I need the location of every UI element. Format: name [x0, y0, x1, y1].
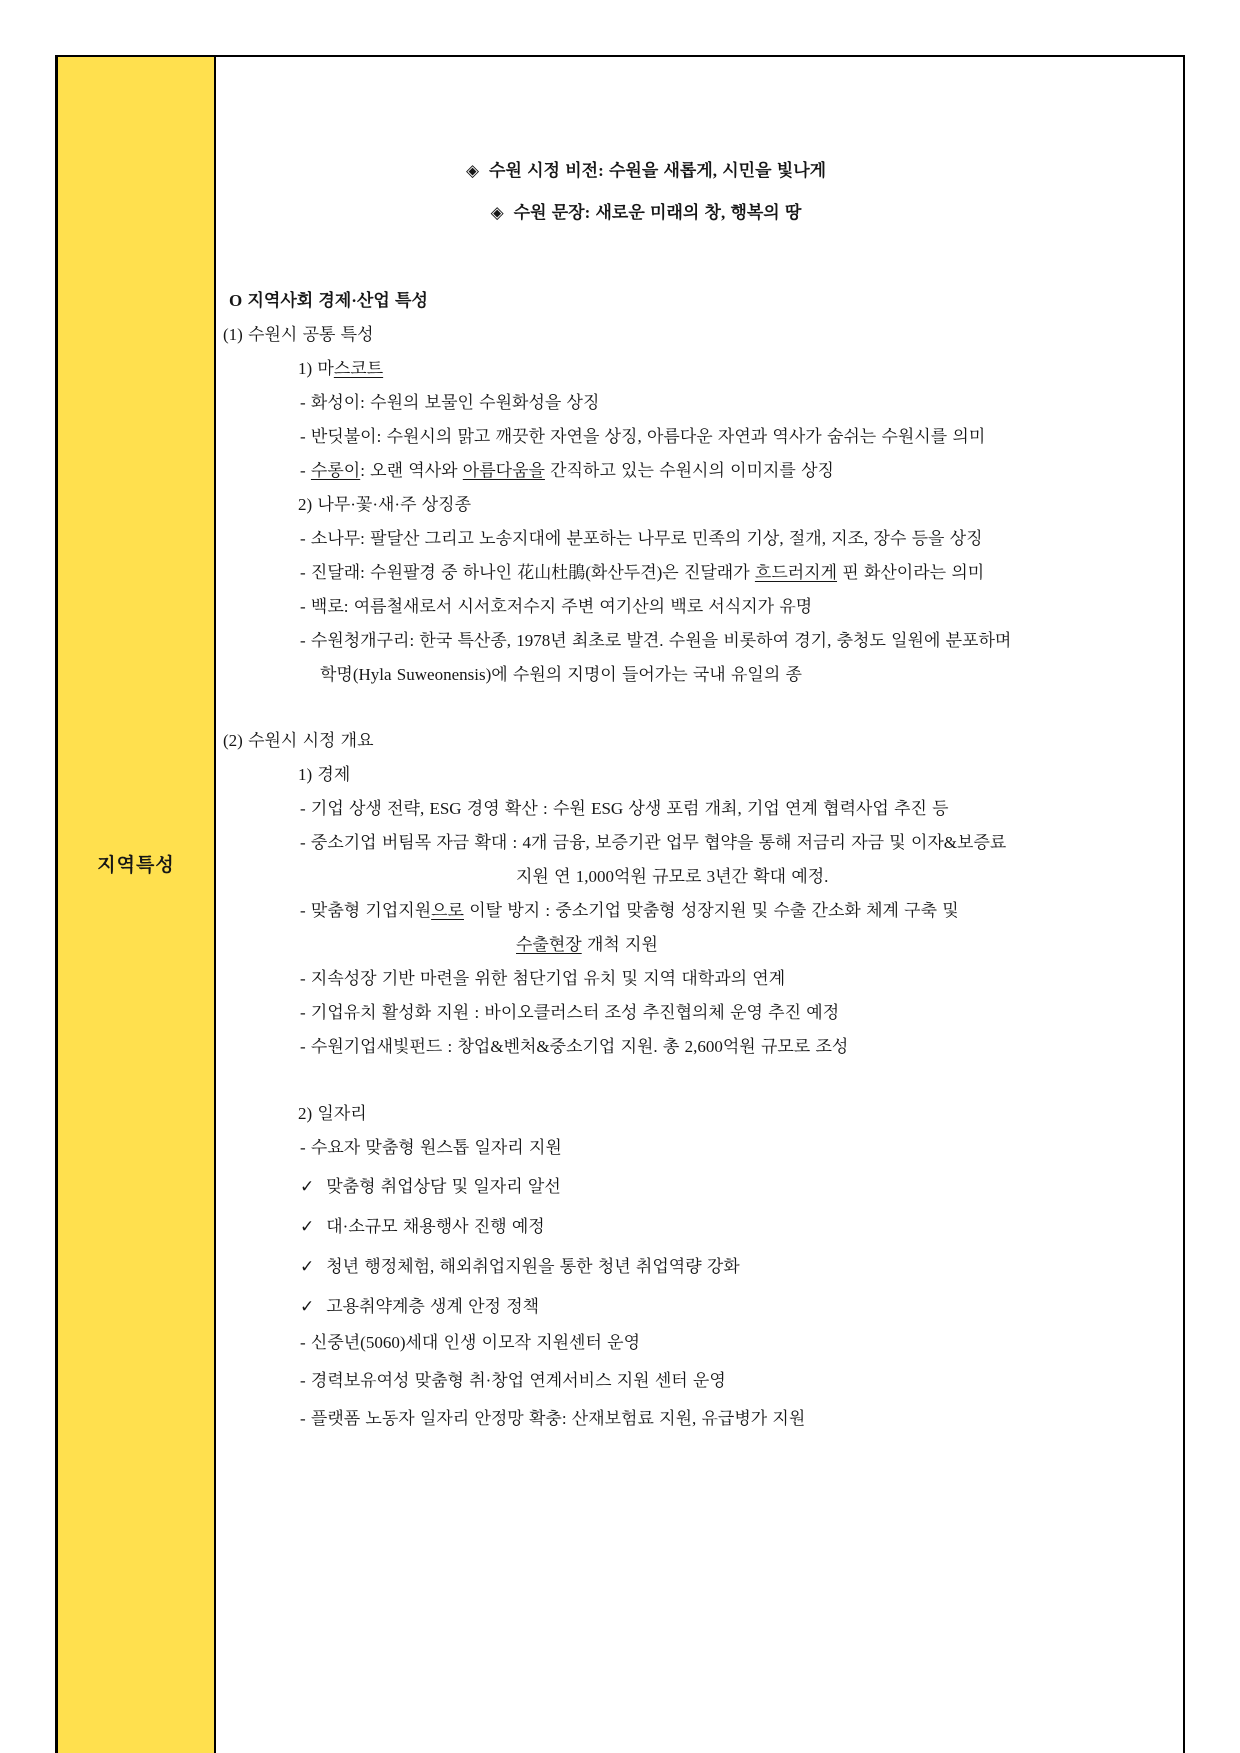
- text-run: 개척 지원: [581, 935, 658, 954]
- dash-item: [216, 1131, 1165, 1165]
- text-run: - 수요자 맞춤형 원스톱 일자리 지원: [300, 1138, 562, 1157]
- numbered-item: [216, 758, 1165, 792]
- text-run: (1) 수원시 공통 특성: [223, 325, 374, 344]
- text-run: 대·소규모 채용행사 진행 예정: [326, 1217, 545, 1236]
- text-run: - 화성이: 수원의 보물인 수원화성을 상징: [300, 393, 600, 412]
- check-item: [216, 1250, 1165, 1284]
- text-run: : 오랜 역사와: [360, 461, 463, 480]
- text-run: - 맞춤형 기업지원: [300, 901, 432, 920]
- text-run: 수원 시정 비전: 수원을 새롭게, 시민을 빛나게: [489, 161, 827, 180]
- text-run: 핀 화산이라는 의미: [837, 563, 985, 582]
- text-run: 1) 경제: [298, 765, 351, 784]
- text-run: (2) 수원시 시정 개요: [223, 731, 374, 750]
- dash-item: [216, 996, 1165, 1030]
- dash-item: [216, 962, 1165, 996]
- text-run: -: [300, 461, 311, 480]
- text-run: 흐드러지게: [754, 563, 838, 582]
- subsection-heading: [216, 724, 1165, 758]
- dash-item: [216, 894, 1165, 928]
- dash-item: [216, 556, 1165, 590]
- dash-item: [216, 386, 1165, 420]
- text-run: 아름다움을: [462, 461, 545, 480]
- dash-item: [216, 1030, 1165, 1064]
- dash-item: [216, 792, 1165, 826]
- diamond-bullet-icon: ◈: [465, 161, 480, 180]
- subsection-heading: [216, 318, 1165, 352]
- dash-item: [216, 826, 1165, 860]
- dash-item: [216, 624, 1165, 658]
- text-run: - 수원기업새빛펀드 : 창업&벤처&중소기업 지원. 총 2,600억원 규모로 조성: [300, 1037, 849, 1056]
- text-run: 지원 연 1,000억원 규모로 3년간 확대 예정.: [516, 867, 829, 886]
- text-run: 이탈 방지 : 중소기업 맞춤형 성장지원 및 수출 간소화 체계 구축 및: [463, 901, 959, 920]
- text-run: - 기업 상생 전략, ESG 경영 확산 : 수원 ESG 상생 포럼 개최, 기업 연계 협력사업 추진 등: [300, 799, 949, 818]
- check-icon: ✓: [300, 1177, 315, 1197]
- text-run: - 백로: 여름철새로서 시서호저수지 주변 여기산의 백로 서식지가 유명: [300, 597, 813, 616]
- text-run: - 소나무: 팔달산 그리고 노송지대에 분포하는 나무로 민족의 기상, 절개, 지조, 장수 등을 상징: [300, 529, 983, 548]
- text-run: 스코트: [333, 359, 384, 378]
- numbered-item: [216, 1097, 1165, 1131]
- check-item: [216, 1210, 1165, 1244]
- dash-item: [216, 1364, 1165, 1398]
- text-run: 간직하고 있는 수원시의 이미지를 상징: [544, 461, 834, 480]
- text-run: - 반딧불이: 수원시의 맑고 깨끗한 자연을 상징, 아름다운 자연과 역사가 숨쉬는 수원시를 의미: [300, 427, 986, 446]
- text-run: 으로: [431, 901, 464, 920]
- document-body: [216, 57, 1183, 1753]
- text-run: 2) 일자리: [298, 1104, 367, 1123]
- text-run: - 수원청개구리: 한국 특산종, 1978년 최초로 발견. 수원을 비롯하여 경기, 충청도 일원에 분포하며: [300, 631, 1012, 650]
- dash-item: [216, 590, 1165, 624]
- text-run: 1) 마: [298, 359, 334, 378]
- check-icon: ✓: [300, 1257, 315, 1277]
- check-icon: ✓: [300, 1217, 315, 1237]
- vision-line: [216, 150, 1076, 192]
- text-run: 학명(Hyla Suweonensis)에 수원의 지명이 들어가는 국내 유일의 종: [320, 665, 802, 684]
- dash-item: [216, 522, 1165, 556]
- check-icon: ✓: [300, 1297, 315, 1317]
- text-run: - 중소기업 버팀목 자금 확대 : 4개 금융, 보증기관 업무 협약을 통해 저금리 자금 및 이자&보증료: [300, 833, 1007, 852]
- dash-item: [216, 1326, 1165, 1360]
- continuation-line: [216, 928, 1165, 962]
- text-run: 수롱이: [310, 461, 361, 480]
- text-run: - 경력보유여성 맞춤형 취·창업 연계서비스 지원 센터 운영: [300, 1371, 726, 1390]
- dash-item: [216, 1402, 1165, 1436]
- characteristics-table: [55, 55, 1185, 1753]
- text-run: 수원 문장: 새로운 미래의 창, 행복의 땅: [513, 203, 802, 222]
- text-run: O 지역사회 경제·산업 특성: [229, 291, 428, 310]
- section-heading: [216, 284, 1165, 318]
- text-run: - 기업유치 활성화 지원 : 바이오클러스터 조성 추진협의체 운영 추진 예정: [300, 1003, 840, 1022]
- text-run: - 플랫폼 노동자 일자리 안정망 확충: 산재보험료 지원, 유급병가 지원: [300, 1409, 806, 1428]
- text-run: 고용취약계층 생계 안정 정책: [326, 1297, 540, 1316]
- numbered-item: [216, 488, 1165, 522]
- continuation-line: [216, 658, 1165, 692]
- text-run: - 진달래: 수원팔경 중 하나인 花山杜鵑(화산두견)은 진달래가: [300, 563, 755, 582]
- text-run: 수출현장: [516, 935, 582, 954]
- text-run: 맞춤형 취업상담 및 일자리 알선: [326, 1177, 561, 1196]
- text-run: - 지속성장 기반 마련을 위한 첨단기업 유치 및 지역 대학과의 연계: [300, 969, 786, 988]
- dash-item: [216, 454, 1165, 488]
- text-run: 2) 나무·꽃·새·주 상징종: [298, 495, 472, 514]
- numbered-item: [216, 352, 1165, 386]
- text-run: - 신중년(5060)세대 인생 이모작 지원센터 운영: [300, 1333, 640, 1352]
- diamond-bullet-icon: ◈: [490, 203, 504, 222]
- row-header-label: 지역특성: [97, 855, 175, 876]
- vision-line: [216, 192, 1076, 234]
- row-header-cell: [58, 57, 216, 1753]
- dash-item: [216, 420, 1165, 454]
- text-run: 청년 행정체험, 해외취업지원을 통한 청년 취업역량 강화: [326, 1257, 740, 1276]
- check-item: [216, 1170, 1165, 1204]
- check-item: [216, 1290, 1165, 1324]
- continuation-line: [216, 860, 1165, 894]
